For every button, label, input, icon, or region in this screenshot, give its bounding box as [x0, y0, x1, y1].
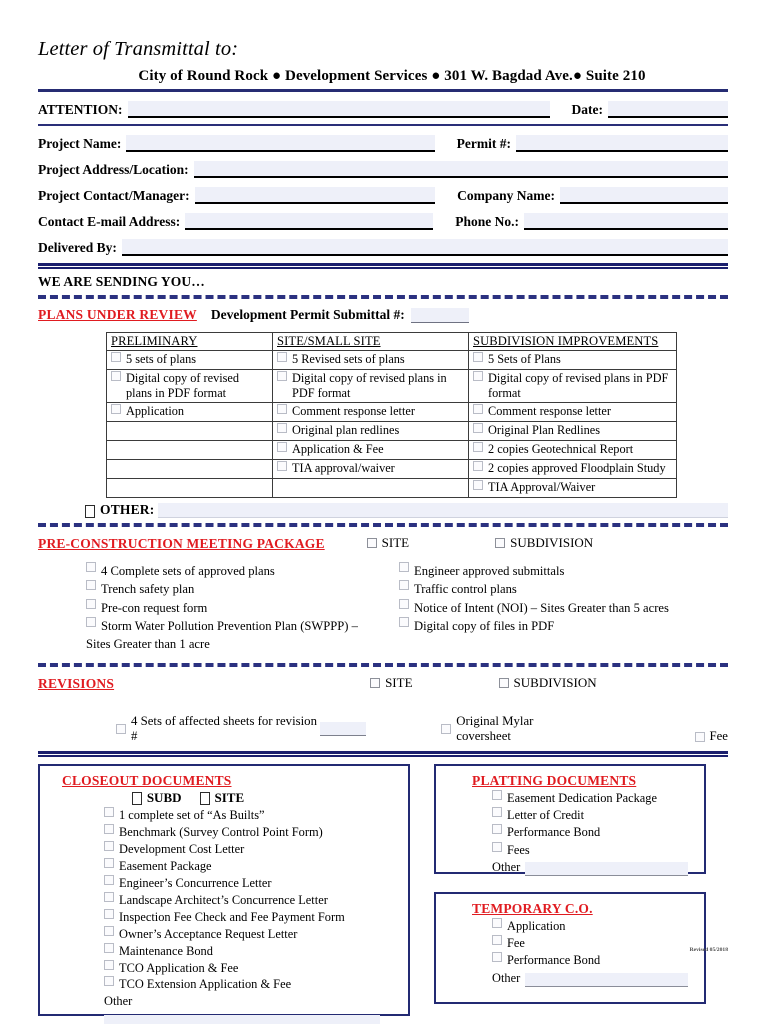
- header-divider-rule: [38, 89, 728, 92]
- submittal-number-label: Development Permit Submittal #:: [210, 307, 405, 322]
- table-cell[interactable]: Digital copy of revised plans in PDF format: [469, 370, 677, 403]
- checkbox-icon[interactable]: [104, 841, 114, 851]
- temporary-co-heading: TEMPORARY C.O.: [472, 901, 593, 917]
- revisions-site-option[interactable]: SITE: [370, 675, 412, 691]
- checkbox-icon[interactable]: [492, 824, 502, 834]
- preconstruction-site-option[interactable]: SITE: [367, 535, 409, 551]
- project-name-input[interactable]: [126, 135, 434, 152]
- checkbox-icon[interactable]: [492, 807, 502, 817]
- platting-items: [436, 790, 704, 876]
- submittal-number-input[interactable]: [411, 308, 469, 323]
- list-item[interactable]: 1 complete set of “As Builts”: [104, 807, 408, 824]
- checkbox-icon[interactable]: [104, 807, 114, 817]
- list-item[interactable]: Maintenance Bond: [104, 943, 408, 960]
- section-divider-2: [38, 263, 728, 269]
- list-item[interactable]: Engineer’s Concurrence Letter: [104, 875, 408, 892]
- company-name-label: Company Name:: [457, 188, 555, 203]
- delivered-by-label: Delivered By:: [38, 240, 117, 255]
- checkbox-icon[interactable]: [473, 480, 483, 490]
- table-row: [107, 441, 677, 460]
- other-row: [38, 502, 728, 518]
- table-cell[interactable]: Original Plan Redlines: [469, 422, 677, 441]
- list-item[interactable]: Pre-con request form: [86, 599, 383, 617]
- delivered-by-row: [38, 239, 728, 256]
- preconstruction-items: [38, 562, 728, 653]
- bottom-boxes: [38, 764, 728, 1016]
- table-cell[interactable]: Comment response letter: [273, 403, 469, 422]
- date-label: Date:: [571, 102, 603, 117]
- permit-number-label: Permit #:: [456, 136, 511, 151]
- contact-email-row: [38, 213, 728, 230]
- phone-number-input[interactable]: [524, 213, 728, 230]
- checkbox-icon[interactable]: [473, 461, 483, 471]
- revision-sheets-item[interactable]: 4 Sets of affected sheets for revision #: [116, 714, 366, 744]
- checkbox-icon[interactable]: [86, 617, 96, 627]
- list-item[interactable]: Fees: [492, 842, 704, 859]
- list-item[interactable]: 4 Complete sets of approved plans: [86, 562, 383, 580]
- project-contact-input[interactable]: [195, 187, 436, 204]
- dashed-divider-3: [38, 663, 728, 667]
- closeout-other-lines: [40, 1015, 408, 1024]
- other-input[interactable]: [158, 503, 728, 518]
- list-item[interactable]: Benchmark (Survey Control Point Form): [104, 824, 408, 841]
- platting-heading: PLATTING DOCUMENTS: [472, 773, 637, 789]
- revisions-heading: REVISIONS: [38, 676, 115, 692]
- table-cell-empty: [107, 422, 273, 441]
- checkbox-icon[interactable]: [277, 423, 287, 433]
- checkbox-icon[interactable]: [399, 617, 409, 627]
- closeout-documents-box: [38, 764, 410, 1016]
- list-item[interactable]: Trench safety plan: [86, 580, 383, 598]
- project-contact-label: Project Contact/Manager:: [38, 188, 190, 203]
- closeout-heading: CLOSEOUT DOCUMENTS: [62, 773, 232, 789]
- table-cell-empty: [273, 479, 469, 498]
- checkbox-icon[interactable]: [111, 371, 121, 381]
- list-item[interactable]: Development Cost Letter: [104, 841, 408, 858]
- revision-date-footer: Revised 05/2018: [689, 947, 728, 953]
- attention-row: [38, 101, 728, 118]
- checkbox-icon[interactable]: [104, 875, 114, 885]
- table-row: [107, 460, 677, 479]
- checkbox-icon[interactable]: [473, 423, 483, 433]
- checkbox-icon[interactable]: [86, 562, 96, 572]
- preconstruction-heading-row: [38, 535, 728, 552]
- table-header-row: [107, 333, 677, 351]
- checkbox-icon[interactable]: [104, 926, 114, 936]
- table-cell[interactable]: Original plan redlines: [273, 422, 469, 441]
- table-column-header: PRELIMINARY: [107, 333, 273, 351]
- form-content: [38, 0, 728, 1016]
- checkbox-icon[interactable]: [277, 442, 287, 452]
- temporary-co-items: [436, 918, 704, 986]
- table-row: [107, 479, 677, 498]
- table-cell[interactable]: 2 copies approved Floodplain Study: [469, 460, 677, 479]
- checkbox-icon[interactable]: [277, 461, 287, 471]
- table-cell-empty: [107, 441, 273, 460]
- checkbox-icon[interactable]: [277, 352, 287, 362]
- original-mylar-item[interactable]: Original Mylar coversheet: [441, 714, 586, 744]
- checkbox-icon[interactable]: [492, 935, 502, 945]
- checkbox-icon[interactable]: [492, 952, 502, 962]
- table-cell[interactable]: TIA approval/waiver: [273, 460, 469, 479]
- table-cell[interactable]: Application & Fee: [273, 441, 469, 460]
- table-cell-empty: [107, 479, 273, 498]
- attention-label: ATTENTION:: [38, 102, 123, 117]
- table-cell[interactable]: TIA Approval/Waiver: [469, 479, 677, 498]
- attention-input[interactable]: [128, 101, 550, 118]
- plans-under-review-heading: PLANS UNDER REVIEW: [38, 307, 197, 322]
- platting-documents-box: [434, 764, 706, 874]
- checkbox-icon[interactable]: [499, 678, 509, 688]
- list-item[interactable]: Landscape Architect’s Concurrence Letter: [104, 892, 408, 909]
- preconstruction-left-column: [38, 562, 383, 653]
- checkbox-icon[interactable]: [85, 505, 95, 518]
- list-item-continuation: Sites Greater than 1 acre: [86, 637, 210, 651]
- list-item[interactable]: Digital copy of files in PDF: [399, 617, 728, 635]
- closeout-scope-options: [40, 790, 408, 806]
- checkbox-icon[interactable]: [104, 976, 114, 986]
- agency-address-line: City of Round Rock ● Development Services ● 301 W. Bagdad Ave.● Suite 210: [138, 68, 646, 84]
- revisions-heading-row: [38, 675, 728, 692]
- project-name-label: Project Name:: [38, 136, 122, 151]
- checkbox-icon[interactable]: [132, 792, 142, 805]
- checkbox-icon[interactable]: [200, 792, 210, 805]
- revisions-items-row: [38, 714, 728, 744]
- checkbox-icon[interactable]: [399, 562, 409, 572]
- list-item[interactable]: Letter of Credit: [492, 807, 704, 824]
- list-item[interactable]: TCO Extension Application & Fee: [104, 976, 408, 993]
- checkbox-icon[interactable]: [370, 678, 380, 688]
- closeout-site-option[interactable]: SITE: [200, 790, 245, 806]
- table-column-header: SITE/SMALL SITE: [273, 333, 469, 351]
- checkbox-icon[interactable]: [86, 580, 96, 590]
- we-are-sending-you-heading: WE ARE SENDING YOU…: [38, 274, 205, 289]
- list-item[interactable]: Engineer approved submittals: [399, 562, 728, 580]
- closeout-other-input-1[interactable]: [104, 1015, 380, 1024]
- list-item[interactable]: TCO Application & Fee: [104, 960, 408, 977]
- checkbox-icon[interactable]: [104, 943, 114, 953]
- project-contact-row: [38, 187, 728, 204]
- checkbox-icon[interactable]: [473, 371, 483, 381]
- closeout-other-label: Other: [104, 994, 133, 1009]
- list-item[interactable]: Notice of Intent (NOI) – Sites Greater than 5 acres: [399, 599, 728, 617]
- preconstruction-right-column: [383, 562, 728, 653]
- checkbox-icon[interactable]: [111, 404, 121, 414]
- project-address-input[interactable]: [194, 161, 728, 178]
- section-divider-1: [38, 124, 728, 126]
- project-address-row: [38, 161, 728, 178]
- table-cell[interactable]: Digital copy of revised plans in PDF format: [107, 370, 273, 403]
- checkbox-icon[interactable]: [399, 580, 409, 590]
- table-cell[interactable]: Digital copy of revised plans in PDF format: [273, 370, 469, 403]
- checkbox-icon[interactable]: [492, 790, 502, 800]
- right-boxes-column: [434, 764, 706, 1016]
- project-address-label: Project Address/Location:: [38, 162, 189, 177]
- table-cell[interactable]: 2 copies Geotechnical Report: [469, 441, 677, 460]
- checkbox-icon[interactable]: [473, 442, 483, 452]
- checkbox-icon[interactable]: [104, 858, 114, 868]
- list-item[interactable]: Easement Package: [104, 858, 408, 875]
- permit-number-input[interactable]: [516, 135, 728, 152]
- checkbox-icon[interactable]: [441, 724, 451, 734]
- checkbox-icon[interactable]: [104, 824, 114, 834]
- checkbox-icon[interactable]: [277, 404, 287, 414]
- table-cell[interactable]: 5 Revised sets of plans: [273, 351, 469, 370]
- section-divider-3: [38, 751, 728, 757]
- list-item[interactable]: Traffic control plans: [399, 580, 728, 598]
- platting-other-row: [492, 859, 704, 876]
- contact-email-input[interactable]: [185, 213, 433, 230]
- table-row: [107, 403, 677, 422]
- list-item[interactable]: Fee: [492, 935, 704, 952]
- plans-under-review-table: [106, 332, 677, 498]
- platting-other-label: Other: [492, 859, 521, 874]
- table-row: [107, 422, 677, 441]
- company-name-input[interactable]: [560, 187, 728, 204]
- table-cell-empty: [107, 460, 273, 479]
- checkbox-icon[interactable]: [695, 732, 705, 742]
- project-name-row: [38, 135, 728, 152]
- list-item[interactable]: Application: [492, 918, 704, 935]
- table-row: [107, 351, 677, 370]
- list-item[interactable]: Performance Bond: [492, 824, 704, 841]
- plans-under-review-row: [38, 307, 728, 323]
- checkbox-icon[interactable]: [492, 842, 502, 852]
- list-item[interactable]: Performance Bond: [492, 952, 704, 969]
- list-item[interactable]: Storm Water Pollution Prevention Plan (SWPPP) –: [86, 617, 383, 635]
- table-cell[interactable]: Comment response letter: [469, 403, 677, 422]
- fee-item[interactable]: Fee: [695, 729, 728, 744]
- revision-number-input[interactable]: [320, 722, 366, 736]
- dashed-divider-2: [38, 523, 728, 527]
- table-cell[interactable]: 5 sets of plans: [107, 351, 273, 370]
- preconstruction-heading: PRE-CONSTRUCTION MEETING PACKAGE: [38, 536, 325, 551]
- closeout-items: [40, 807, 408, 1010]
- preconstruction-subdivision-option[interactable]: SUBDIVISION: [495, 535, 593, 551]
- list-item[interactable]: Owner’s Acceptance Request Letter: [104, 926, 408, 943]
- checkbox-icon[interactable]: [86, 599, 96, 609]
- checkbox-icon[interactable]: [104, 960, 114, 970]
- page-title: Letter of Transmittal to:: [38, 38, 239, 60]
- table-row: [107, 370, 677, 403]
- checkbox-icon[interactable]: [495, 538, 505, 548]
- platting-other-input[interactable]: [525, 862, 688, 876]
- table-cell[interactable]: Application: [107, 403, 273, 422]
- temporary-co-box: [434, 892, 706, 1004]
- delivered-by-input[interactable]: [122, 239, 728, 256]
- checkbox-icon[interactable]: [104, 892, 114, 902]
- dashed-divider-1: [38, 295, 728, 299]
- checkbox-icon[interactable]: [367, 538, 377, 548]
- revisions-subdivision-option[interactable]: SUBDIVISION: [499, 675, 597, 691]
- list-item[interactable]: Easement Dedication Package: [492, 790, 704, 807]
- table-cell[interactable]: 5 Sets of Plans: [469, 351, 677, 370]
- temporary-co-other-label: Other: [492, 970, 521, 985]
- closeout-subd-option[interactable]: SUBD: [132, 790, 182, 806]
- checkbox-icon[interactable]: [116, 724, 126, 734]
- checkbox-icon[interactable]: [492, 918, 502, 928]
- temporary-co-other-row: [492, 970, 704, 987]
- checkbox-icon[interactable]: [104, 909, 114, 919]
- checkbox-icon[interactable]: [277, 371, 287, 381]
- contact-email-label: Contact E-mail Address:: [38, 214, 181, 229]
- temporary-co-other-input[interactable]: [525, 973, 688, 987]
- phone-number-label: Phone No.:: [455, 214, 519, 229]
- list-item[interactable]: Inspection Fee Check and Fee Payment Form: [104, 909, 408, 926]
- checkbox-icon[interactable]: [399, 599, 409, 609]
- checkbox-icon[interactable]: [111, 352, 121, 362]
- other-label: OTHER:: [100, 502, 155, 517]
- table-column-header: SUBDIVISION IMPROVEMENTS: [469, 333, 677, 351]
- checkbox-icon[interactable]: [473, 404, 483, 414]
- date-input[interactable]: [608, 101, 728, 118]
- checkbox-icon[interactable]: [473, 352, 483, 362]
